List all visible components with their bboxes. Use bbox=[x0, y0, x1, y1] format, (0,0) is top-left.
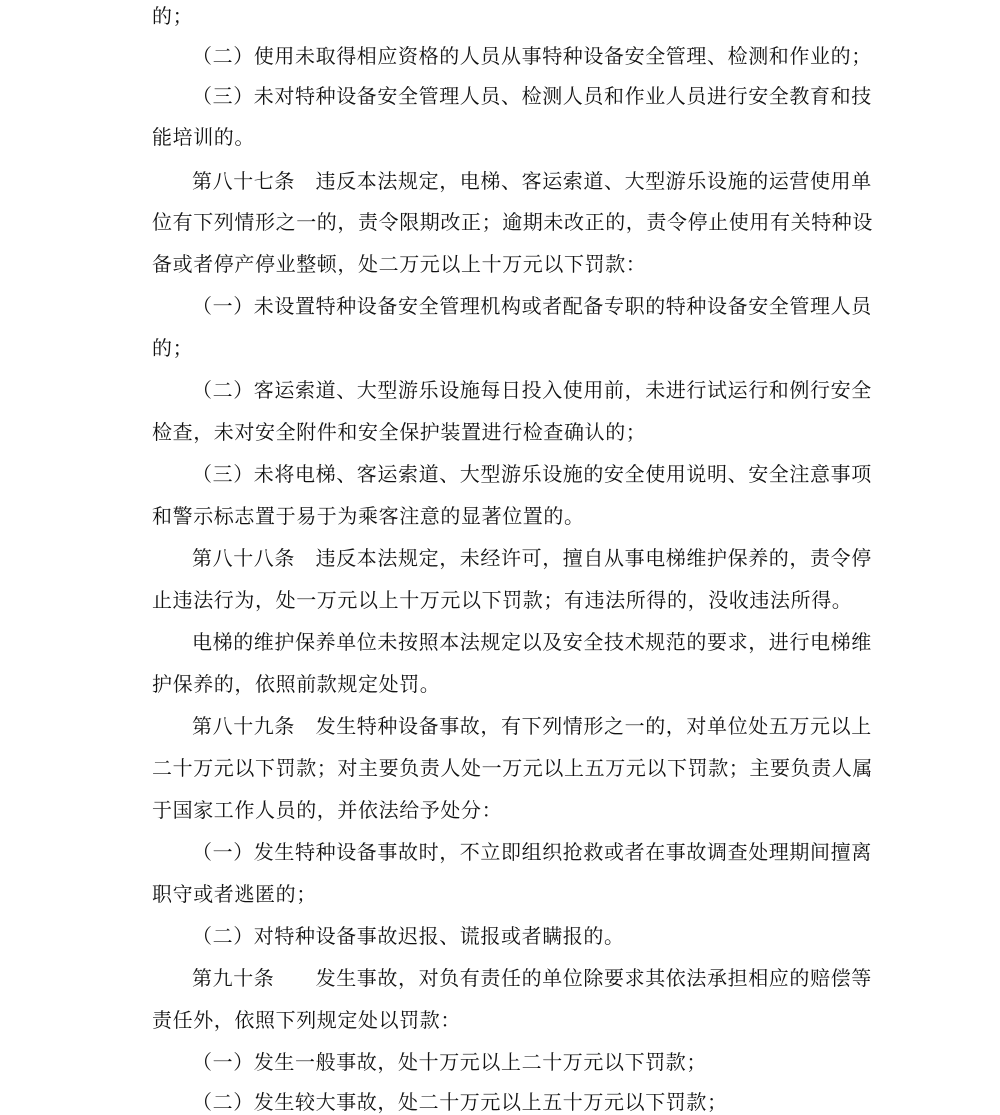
text-line: 二十万元以下罚款；对主要负责人处一万元以上五万元以下罚款；主要负责人属 bbox=[152, 756, 873, 780]
text-line: 的； bbox=[152, 336, 194, 360]
text-line: 和警示标志置于易于为乘客注意的显著位置的。 bbox=[152, 504, 585, 528]
article-90-heading: 第九十条 发生事故，对负有责任的单位除要求其依法承担相应的赔偿等 bbox=[192, 966, 872, 990]
text-line: 止违法行为，处一万元以上十万元以下罚款；有违法所得的，没收违法所得。 bbox=[152, 588, 853, 612]
text-line: （一）未设置特种设备安全管理机构或者配备专职的特种设备安全管理人员 bbox=[192, 294, 872, 318]
text-line: （一）发生一般事故，处十万元以上二十万元以下罚款； bbox=[192, 1050, 707, 1074]
text-line: （一）发生特种设备事故时，不立即组织抢救或者在事故调查处理期间擅离 bbox=[192, 840, 872, 864]
text-line: 备或者停产停业整顿，处二万元以上十万元以下罚款： bbox=[152, 252, 647, 276]
text-line: 于国家工作人员的，并依法给予处分： bbox=[152, 798, 503, 822]
text-line: 的； bbox=[152, 4, 194, 28]
article-87-heading: 第八十七条 违反本法规定，电梯、客运索道、大型游乐设施的运营使用单 bbox=[192, 169, 872, 193]
article-89-heading: 第八十九条 发生特种设备事故，有下列情形之一的，对单位处五万元以上 bbox=[192, 714, 872, 738]
article-88-heading: 第八十八条 违反本法规定，未经许可，擅自从事电梯维护保养的，责令停 bbox=[192, 546, 872, 570]
text-line: （二）使用未取得相应资格的人员从事特种设备安全管理、检测和作业的； bbox=[192, 44, 872, 68]
text-line: 护保养的，依照前款规定处罚。 bbox=[152, 672, 441, 696]
text-line: （二）发生较大事故，处二十万元以上五十万元以下罚款； bbox=[192, 1090, 728, 1114]
text-line: （三）未对特种设备安全管理人员、检测人员和作业人员进行安全教育和技 bbox=[192, 84, 872, 108]
text-line: （二）对特种设备事故迟报、谎报或者瞒报的。 bbox=[192, 924, 625, 948]
text-line: 检查，未对安全附件和安全保护装置进行检查确认的； bbox=[152, 420, 647, 444]
text-line: 责任外，依照下列规定处以罚款： bbox=[152, 1008, 461, 1032]
text-line: 职守或者逃匿的； bbox=[152, 882, 317, 906]
text-line: 能培训的。 bbox=[152, 125, 255, 149]
text-line: （三）未将电梯、客运索道、大型游乐设施的安全使用说明、安全注意事项 bbox=[192, 462, 872, 486]
text-line: 位有下列情形之一的，责令限期改正；逾期未改正的，责令停止使用有关特种设 bbox=[152, 210, 873, 234]
text-line: （二）客运索道、大型游乐设施每日投入使用前，未进行试运行和例行安全 bbox=[192, 378, 872, 402]
text-line: 电梯的维护保养单位未按照本法规定以及安全技术规范的要求，进行电梯维 bbox=[192, 630, 872, 654]
